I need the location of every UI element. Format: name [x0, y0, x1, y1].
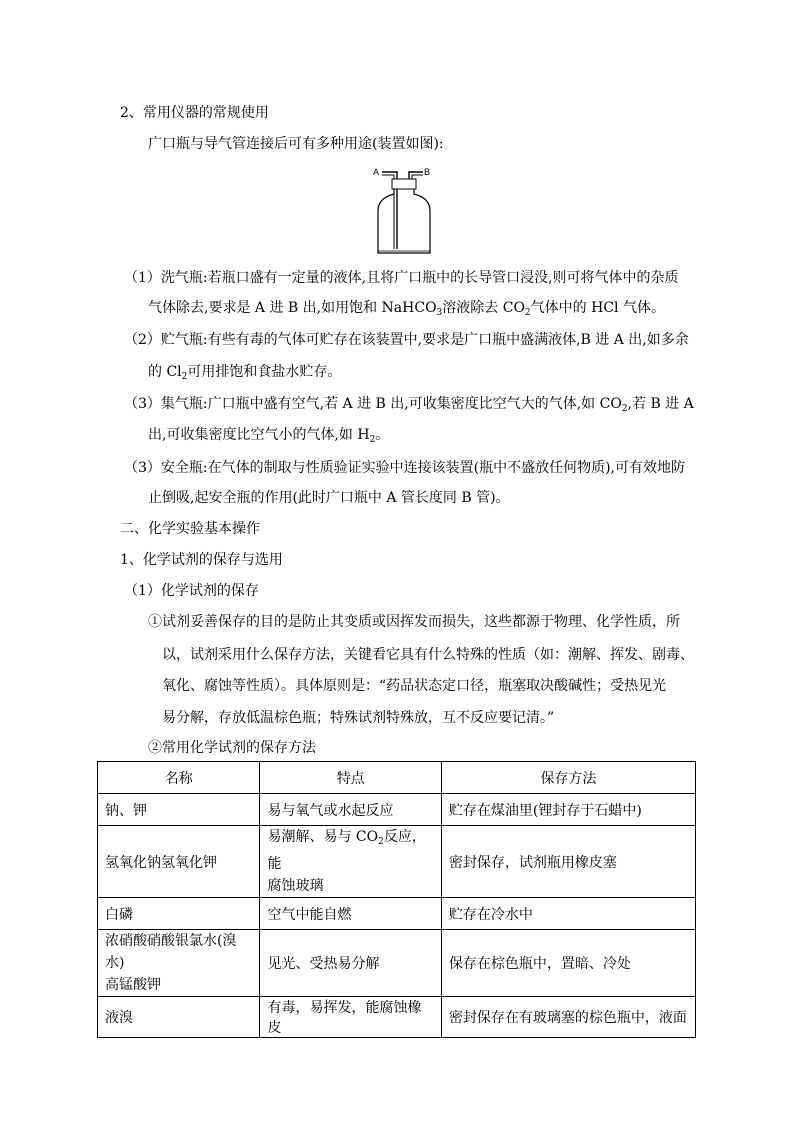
table-cell: 见光、受热易分解 [260, 930, 441, 997]
table-header-row [98, 762, 696, 794]
use-store-line1: （2）贮气瓶:有些有毒的气体可贮存在该装置中,要求是广口瓶中盛满液体,B 进 A 出,如多余 [124, 332, 689, 348]
para1-line4: 易分解，存放低温棕色瓶；特殊试剂特殊放，互不反应要记清。” [162, 710, 555, 726]
cell-line: 易潮解、易与 $CO_2$反应，能 [267, 829, 426, 872]
table-cell: 空气中能自燃 [260, 898, 441, 930]
gas-bottle-figure [370, 163, 438, 256]
use-collect-line1: （3）集气瓶:广口瓶中盛有空气,若 A 进 B 出,可收集密度比空气大的气体,如 $CO_2$,若 B 进 A [124, 396, 694, 414]
use-wash-line1: （1）洗气瓶:若瓶口盛有一定量的液体,且将广口瓶中的长导管口浸没,则可将气体中的杂质 [124, 270, 679, 286]
table-caption: ②常用化学试剂的保存方法 [148, 740, 316, 756]
table-row [98, 997, 696, 1038]
table-cell [98, 930, 260, 997]
table-cell: 密封保存，试剂瓶用橡皮塞 [441, 826, 695, 898]
para1-line2: 以，试剂采用什么保存方法，关键看它具有什么特殊的性质（如：潮解、挥发、剧毒、 [162, 647, 694, 663]
table-cell: 贮存在冷水中 [441, 898, 695, 930]
sub-heading: 1、化学试剂的保存与选用 [120, 552, 283, 568]
table-cell: 钠、钾 [98, 794, 260, 826]
sub-sub-heading: （1）化学试剂的保存 [124, 583, 259, 599]
table-cell: 液溴 [98, 997, 260, 1038]
cell-line: 高锰酸钾 [105, 977, 161, 993]
table-cell: 有毒，易挥发，能腐蚀橡皮 [260, 997, 441, 1038]
part2-heading: 二、化学实验基本操作 [120, 521, 260, 537]
figure-label-a: A [373, 167, 380, 177]
table-cell: 氢氧化钠氢氧化钾 [98, 826, 260, 898]
section-heading: 2、常用仪器的常规使用 [120, 105, 269, 121]
figure-label-b: B [424, 167, 431, 177]
use-safety-line2: 止倒吸,起安全瓶的作用(此时广口瓶中 A 管长度同 B 管)。 [148, 490, 510, 506]
table-header-cell: 特点 [260, 762, 441, 794]
table-cell: 贮存在煤油里(锂封存于石蜡中) [441, 794, 695, 826]
use-collect-line2: 出,可收集密度比空气小的气体,如 $H_2$。 [148, 427, 390, 445]
use-store-line2: 的 $Cl_2$可用排饱和食盐水贮存。 [148, 364, 342, 382]
para1-line3: 氧化、腐蚀等性质）。具体原则是：“药品状态定口径，瓶塞取决酸碱性；受热见光 [162, 678, 667, 694]
para1-line1: ①试剂妥善保存的目的是防止其变质或因挥发而损失，这些都源于物理、化学性质，所 [148, 614, 680, 630]
cell-line: 浓硝酸硝酸银氯水(溴水) [105, 933, 237, 971]
table-row [98, 930, 696, 997]
use-wash-line2: 气体除去,要求是 A 进 B 出,如用饱和 NaHCO$_3$溶液除去 $CO_2$气体中的 HCl 气体。 [148, 300, 665, 318]
table-cell: 密封保存在有玻璃塞的棕色瓶中，液面 [441, 997, 695, 1038]
table-header-cell: 保存方法 [441, 762, 695, 794]
table-row [98, 794, 696, 826]
cell-line: 腐蚀玻璃 [267, 878, 324, 894]
table-cell: 白磷 [98, 898, 260, 930]
table-cell: 保存在棕色瓶中，置暗、冷处 [441, 930, 695, 997]
table-header-cell: 名称 [98, 762, 260, 794]
use-safety-line1: （3）安全瓶:在气体的制取与性质验证实验中连接该装置(瓶中不盛放任何物质),可有效地防 [124, 460, 685, 476]
table-row [98, 898, 696, 930]
reagent-storage-table [97, 761, 696, 1038]
table-row [98, 826, 696, 898]
table-cell: 易与氧气或水起反应 [260, 794, 441, 826]
table-cell [260, 826, 441, 898]
intro-text: 广口瓶与导气管连接后可有多种用途(装置如图): [148, 136, 444, 152]
